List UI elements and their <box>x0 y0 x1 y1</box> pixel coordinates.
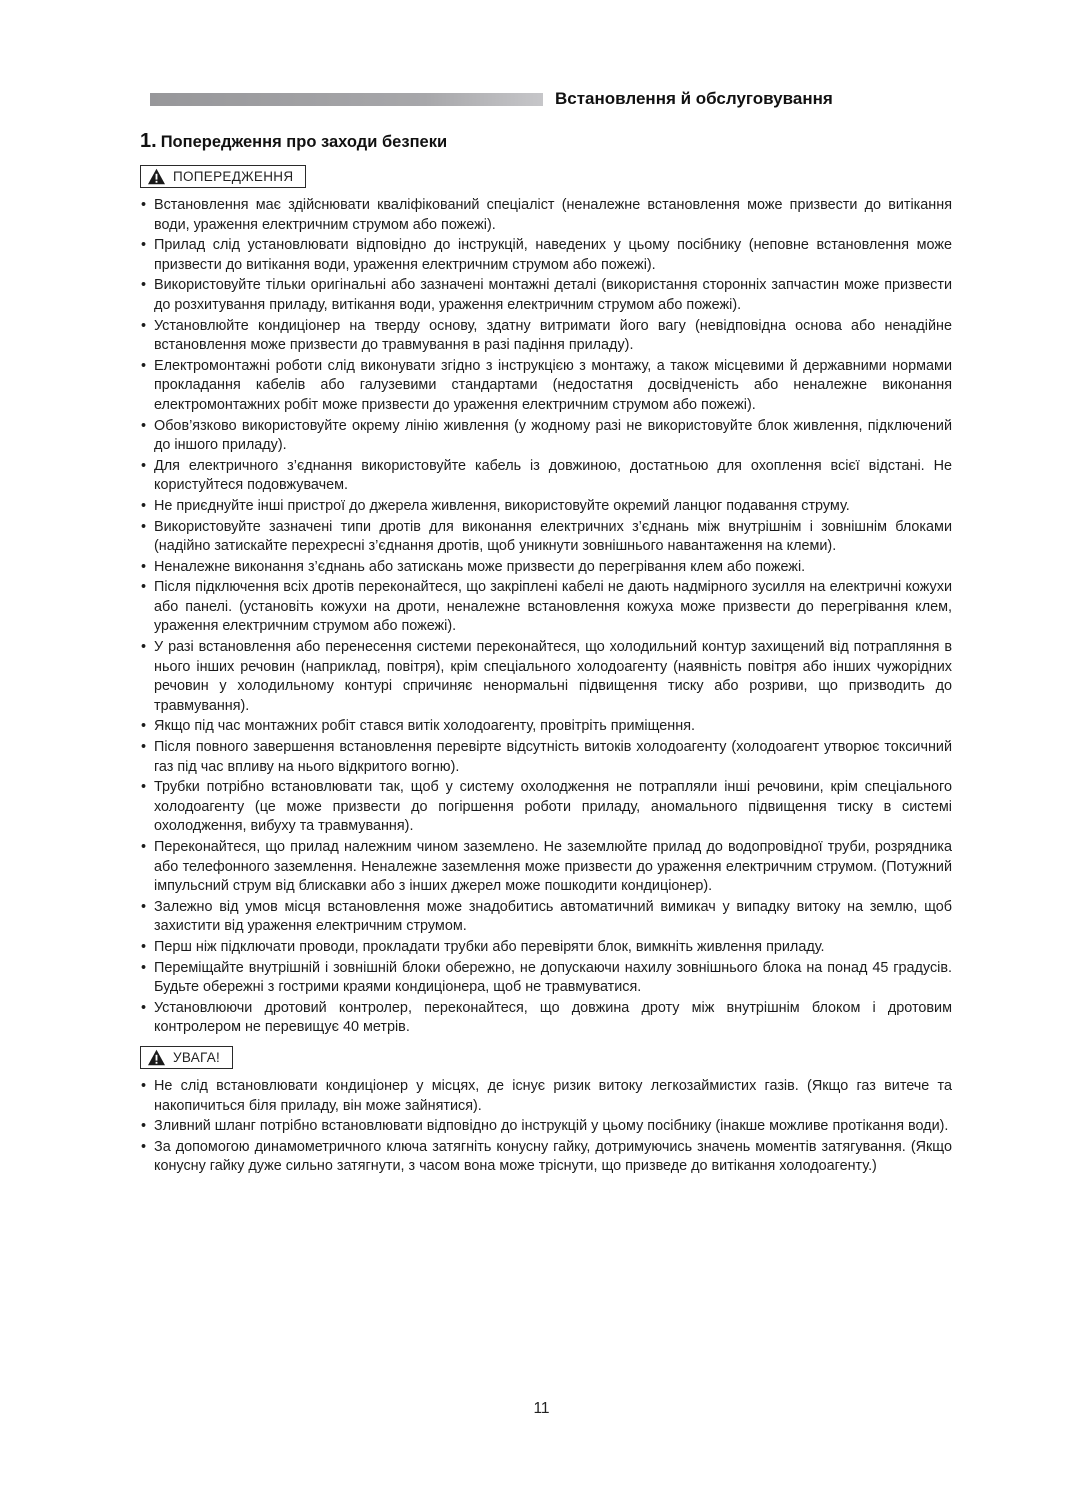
list-item-text: Прилад слід установлювати відповідно до інструкцій, наведених у цьому посібнику (неповне встановлення може призвести до витікання води, ураження електричним струмом або пожежі). <box>154 237 952 273</box>
list-item <box>140 276 952 315</box>
list-item-text: За допомогою динамометричного ключа затягніть конусну гайку, дотримуючись значень моментів затягування. (Якщо конусну гайку дуже сильно затягнути, з часом вона може тріснути, що призведе до витікання холодоагенту.) <box>154 1138 952 1175</box>
bullet-marker: • <box>141 999 147 1016</box>
caution-box-label: УВАГА! <box>173 1049 221 1065</box>
list-item-text: Установлюйте кондиціонер на тверду основу, здатну витримати його вагу (невідповідна основа або ненадійне встановлення може призвести до травмування в разі падіння приладу). <box>154 317 952 354</box>
page-header <box>150 89 833 109</box>
list-item-text: Установлюючи дротовий контролер, переконайтеся, що довжина дроту між внутрішнім блоком і дротовим контролером не перевищує 40 метрів. <box>154 999 952 1036</box>
list-item-text: Не приєднуйте інші пристрої до джерела живлення, використовуйте окремий ланцюг подавання струму. <box>154 497 850 514</box>
list-item <box>140 236 952 275</box>
list-item <box>140 938 952 958</box>
bullet-marker: • <box>141 277 147 294</box>
bullet-marker: • <box>141 898 147 915</box>
list-item <box>140 417 952 456</box>
list-item-text: Електромонтажні роботи слід виконувати згідно з інструкцією з монтажу, а також місцевими й державними нормами прокладання кабелів або галузевими стандартами (недостатня досвідченість або неналежне виконання електромонтажних робіт може призвести до ураження електричним струмом або пожежі). <box>154 357 952 413</box>
bullet-marker: • <box>141 779 147 796</box>
bullet-marker: • <box>141 558 147 575</box>
list-item-text: Для електричного з’єднання використовуйте кабель із довжиною, достатньою для охоплення всієї відстані. Не користуйтеся подовжувачем. <box>154 457 952 494</box>
list-item <box>140 898 952 937</box>
list-item <box>140 317 952 356</box>
bullet-marker: • <box>141 1138 147 1155</box>
bullet-marker: • <box>141 518 147 535</box>
list-item-text: Використовуйте тільки оригінальні або зазначені монтажні деталі (використання сторонніх запчастин може призвести до розхитування приладу, витікання води, ураження електричним струмом або пожежі). <box>154 277 952 313</box>
caution-list <box>140 1077 952 1177</box>
list-item <box>140 518 952 557</box>
list-item <box>140 457 952 496</box>
list-item-text: Не слід встановлювати кондиціонер у місцях, де існує ризик витоку легкозаймистих газів. (Якщо газ витече та накопичиться біля приладу, він може зайнятися). <box>154 1077 952 1114</box>
list-item <box>140 578 952 637</box>
list-item <box>140 838 952 897</box>
bullet-marker: • <box>141 718 147 735</box>
warning-triangle-icon <box>147 168 166 185</box>
bullet-marker: • <box>141 579 147 596</box>
list-item <box>140 497 952 517</box>
list-item-text: Встановлення має здійснювати кваліфікований спеціаліст (неналежне встановлення може призвести до витікання води, ураження електричним струмом або пожежі). <box>154 197 952 233</box>
list-item-text: Після повного завершення встановлення перевірте відсутність витоків холодоагенту (холодоагент утворює токсичний газ під час впливу на нього відкритого вогню). <box>154 739 952 775</box>
list-item <box>140 717 952 737</box>
list-item-text: Неналежне виконання з’єднань або затискань може призвести до перегрівання клем або пожежі. <box>154 558 806 575</box>
list-item-text: Трубки потрібно встановлювати так, щоб у систему охолодження не потрапляли інші речовини, крім спеціального холодоагенту (це може призвести до погіршення роботи приладу, аномального підвищення тиску в системі охолодження, вибуху та травмування). <box>154 779 952 835</box>
bullet-marker: • <box>141 497 147 514</box>
header-rule-bar <box>150 93 543 106</box>
bullet-marker: • <box>141 959 147 976</box>
list-item <box>140 1077 952 1116</box>
bullet-marker: • <box>141 1118 147 1135</box>
bullet-marker: • <box>141 357 147 374</box>
warning-box <box>140 165 306 188</box>
section-heading <box>140 130 952 153</box>
list-item-text: Після підключення всіх дротів переконайтеся, що закріплені кабелі не дають надмірного зусилля на електричні кожухи або панелі. (установіть кожухи на дроти, неналежне встановлення кожуха може призвести до перегрівання клем, ураження електричним струмом або пожежі). <box>154 579 952 635</box>
list-item <box>140 1138 952 1177</box>
list-item-text: Обов’язково використовуйте окрему лінію живлення (у жодному разі не використовуйте блок живлення, підключений до іншого приладу). <box>154 417 952 454</box>
list-item-text: Переконайтеся, що прилад належним чином заземлено. Не заземлюйте прилад до водопровідної труби, розрядника або телефонного заземлення. Неналежне заземлення може призвести до ураження електричним струмом. (Потужний імпульсний струм від блискавки або з інших джерел може пошкодити кондиціонер). <box>154 839 952 895</box>
page-number: 11 <box>533 1400 550 1417</box>
bullet-marker: • <box>141 639 147 656</box>
list-item <box>140 738 952 777</box>
list-item-text: Перш ніж підключати проводи, прокладати трубки або перевіряти блок, вимкніть живлення приладу. <box>154 938 825 955</box>
bullet-marker: • <box>141 938 147 955</box>
list-item <box>140 357 952 416</box>
list-item <box>140 1117 952 1137</box>
page-content <box>140 130 952 1179</box>
bullet-marker: • <box>141 457 147 474</box>
bullet-marker: • <box>141 197 147 213</box>
bullet-marker: • <box>141 1077 147 1094</box>
list-item <box>140 558 952 578</box>
bullet-marker: • <box>141 317 147 334</box>
bullet-marker: • <box>141 739 147 756</box>
bullet-marker: • <box>141 839 147 855</box>
section-number: 1. <box>140 130 157 152</box>
list-item-text: Якщо під час монтажних робіт стався витік холодоагенту, провітріть приміщення. <box>154 718 695 735</box>
list-item <box>140 196 952 235</box>
warning-list <box>140 196 952 1038</box>
list-item-text: Залежно від умов місця встановлення може знадобитись автоматичний вимикач у випадку витоку на землю, щоб захистити від ураження електричним струмом. <box>154 898 952 935</box>
list-item <box>140 778 952 837</box>
list-item <box>140 638 952 716</box>
list-item <box>140 959 952 998</box>
list-item <box>140 999 952 1038</box>
warning-box-label: ПОПЕРЕДЖЕННЯ <box>173 169 294 184</box>
section-title: Попередження про заходи безпеки <box>160 133 448 151</box>
warning-triangle-icon <box>147 1049 166 1066</box>
spacer <box>140 1040 952 1044</box>
list-item-text: Переміщайте внутрішній і зовнішній блоки обережно, не допускаючи нахилу зовнішнього блока на понад 45 градусів. Будьте обережні з гострими краями кондиціонера, щоб не травмуватися. <box>154 959 952 996</box>
bullet-marker: • <box>141 417 147 434</box>
list-item-text: У разі встановлення або перенесення системи переконайтеся, що холодильний контур захищений від потрапляння в нього інших речовин (наприклад, повітря), крім спеціального холодоагенту (наявність повітря або інших чужорідних речовин у холодильному контурі спричиняє ненормальні підвищення тиску або розриви, що призводить до травмування). <box>154 639 952 714</box>
page-header-title: Встановлення й обслуговування <box>555 89 833 108</box>
list-item-text: Використовуйте зазначені типи дротів для виконання електричних з’єднань між внутрішнім і зовнішнім блоками (надійно затискайте перехресні з’єднання дротів, щоб уникнути зовнішнього навантаження на клеми). <box>154 518 952 555</box>
list-item-text: Зливний шланг потрібно встановлювати відповідно до інструкцій у цьому посібнику (інакше можливе протікання води). <box>154 1118 949 1135</box>
bullet-marker: • <box>141 237 147 254</box>
caution-box <box>140 1046 233 1069</box>
